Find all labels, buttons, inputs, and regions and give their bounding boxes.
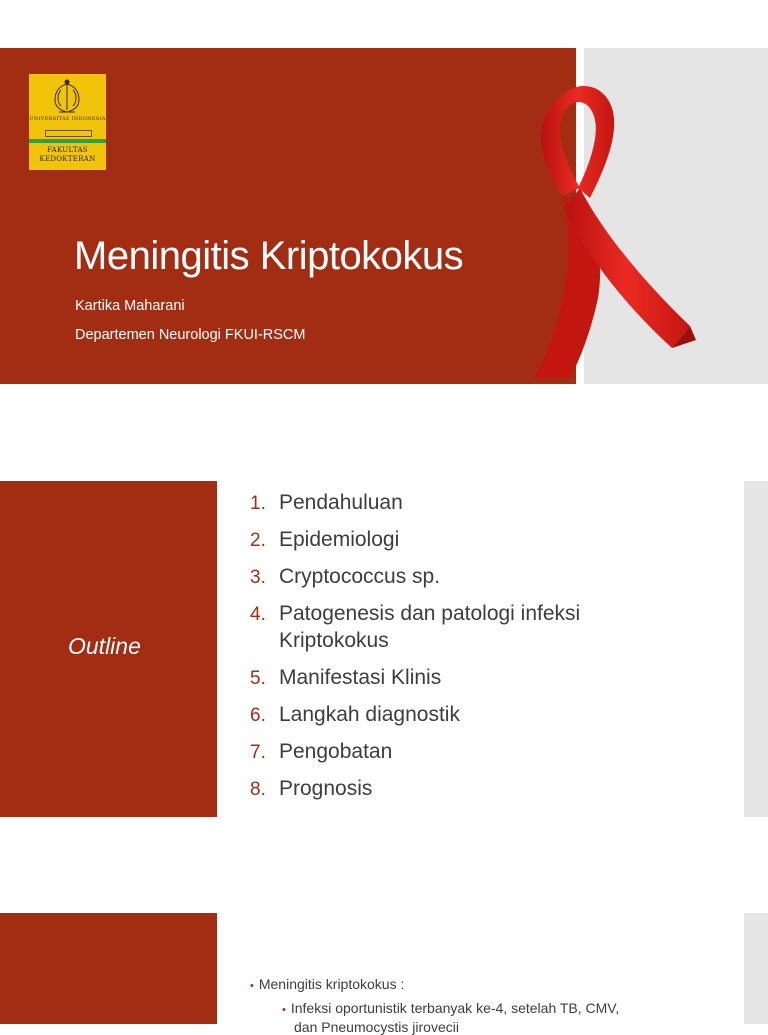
- content-red-panel: [0, 913, 217, 1024]
- logo-green-stripe: [29, 139, 106, 143]
- logo-university-text: UNIVERSITAS INDONESIA: [29, 116, 106, 122]
- bullet-icon: •: [282, 1004, 286, 1016]
- outline-list: [250, 489, 659, 812]
- outline-heading: Outline: [68, 633, 141, 659]
- list-item-number: 5.: [250, 668, 266, 689]
- content-slide: [0, 913, 768, 1035]
- logo-faculty-line2: KEDOKTERAN: [39, 155, 96, 163]
- list-item-number: 1.: [250, 493, 266, 514]
- list-item-number: 2.: [250, 530, 266, 551]
- bullet-level1: [250, 976, 404, 992]
- list-item-number: 3.: [250, 567, 266, 588]
- list-item: [250, 775, 659, 802]
- bullet-level2: [282, 1000, 619, 1016]
- outline-slide: [0, 481, 768, 817]
- list-item: [250, 489, 659, 516]
- content-gray-edge: [744, 913, 768, 1024]
- department-name: Departemen Neurologi FKUI-RSCM: [75, 327, 306, 343]
- list-item-number: 8.: [250, 779, 266, 800]
- list-item: [250, 600, 659, 654]
- title-slide: [0, 48, 768, 384]
- list-item-text: Manifestasi Klinis: [279, 666, 442, 689]
- list-item: [250, 701, 659, 728]
- list-item-text: Cryptococcus sp.: [279, 565, 441, 588]
- author-name: Kartika Maharani: [75, 298, 185, 314]
- list-item-text: Langkah diagnostik: [279, 703, 460, 726]
- list-item-number: 7.: [250, 742, 266, 763]
- list-item-text: Patogenesis dan patologi infeksi Kriptokokus: [279, 602, 581, 652]
- university-logo: [29, 74, 106, 170]
- presentation-title: Meningitis Kriptokokus: [74, 234, 464, 278]
- list-item: [250, 664, 659, 691]
- outline-gray-edge: [744, 481, 768, 817]
- logo-faculty-text: [29, 146, 106, 164]
- list-item-text: Pengobatan: [279, 740, 393, 763]
- list-item-text: Prognosis: [279, 777, 373, 800]
- list-item: [250, 526, 659, 553]
- logo-motto-box: [45, 130, 92, 137]
- bullet-level2-continuation: dan Pneumocystis jirovecii: [294, 1019, 459, 1035]
- bullet-icon: •: [250, 980, 254, 992]
- list-item-text: Pendahuluan: [279, 491, 403, 514]
- university-emblem-icon: [29, 74, 106, 118]
- bullet-text: Infeksi oportunistik terbanyak ke-4, setelah TB, CMV,: [290, 1000, 620, 1016]
- list-item-number: 6.: [250, 705, 266, 726]
- list-item: [250, 563, 659, 590]
- list-item-text: Epidemiologi: [279, 528, 400, 551]
- list-item-number: 4.: [250, 604, 266, 625]
- red-awareness-ribbon-icon: [500, 78, 700, 378]
- logo-faculty-line1: FAKULTAS: [47, 146, 88, 154]
- list-item: [250, 738, 659, 765]
- bullet-text: Meningitis kriptokokus :: [258, 976, 405, 992]
